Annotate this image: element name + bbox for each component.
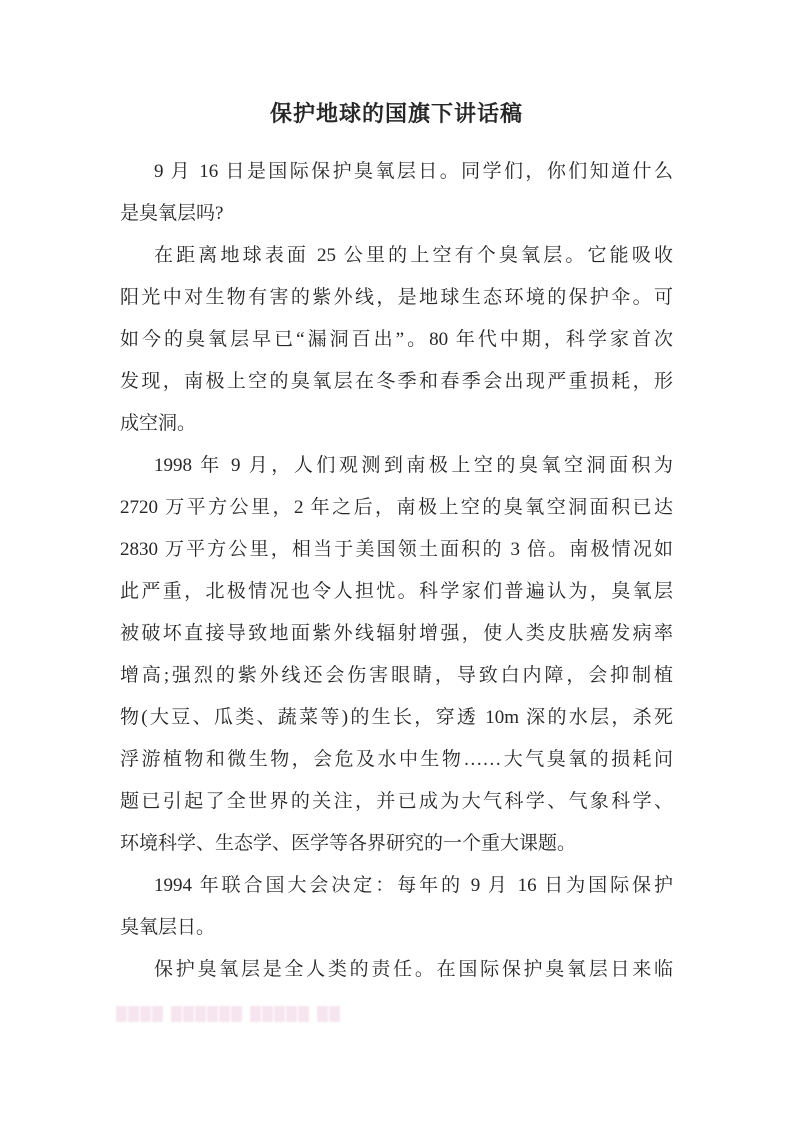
text-line: 浮游植物和微生物，会危及水中生物……大气臭氧的损耗问 [120, 749, 673, 770]
document-title: 保护地球的国旗下讲话稿 [269, 101, 523, 126]
watermark-segment [116, 1006, 164, 1022]
watermark-segment [250, 1006, 310, 1022]
text-line: 2720 万平方公里，2 年之后，南极上空的臭氧空洞面积已达 [120, 497, 673, 518]
text-line: 物(大豆、瓜类、蔬菜等)的生长，穿透 10m 深的水层，杀死 [120, 707, 673, 728]
watermark-glyph [116, 1006, 127, 1022]
watermark-glyph [274, 1006, 285, 1022]
text-line: 在距离地球表面 25 公里的上空有个臭氧层。它能吸收 [154, 245, 673, 266]
paragraph [120, 235, 673, 445]
text-line: 题已引起了全世界的关注，并已成为大气科学、气象科学、 [120, 791, 673, 812]
watermark-glyph [329, 1006, 340, 1022]
document-body [120, 151, 673, 991]
text-line: 发现，南极上空的臭氧层在冬季和春季会出现严重损耗，形 [120, 371, 673, 392]
watermark-glyph [128, 1006, 139, 1022]
text-line: 是臭氧层吗? [120, 203, 224, 224]
text-line: 臭氧层日。 [120, 917, 216, 938]
watermark-glyph [262, 1006, 273, 1022]
watermark-glyph [231, 1006, 242, 1022]
watermark-glyph [152, 1006, 163, 1022]
watermark [116, 1005, 348, 1023]
watermark-segment [171, 1006, 243, 1022]
text-line: 阳光中对生物有害的紫外线，是地球生态环境的保护伞。可 [120, 287, 673, 308]
text-line: 成空洞。 [120, 413, 197, 434]
text-line: 被破坏直接导致地面紫外线辐射增强，使人类皮肤癌发病率 [120, 623, 673, 644]
text-line: 1994 年联合国大会决定：每年的 9 月 16 日为国际保护 [154, 875, 673, 896]
watermark-glyph [195, 1006, 206, 1022]
paragraph [120, 865, 673, 949]
watermark-glyph [140, 1006, 151, 1022]
watermark-glyph [317, 1006, 328, 1022]
text-line: 环境科学、生态学、医学等各界研究的一个重大课题。 [120, 833, 577, 854]
watermark-glyph [183, 1006, 194, 1022]
text-line: 此严重，北极情况也令人担忧。科学家们普遍认为，臭氧层 [120, 581, 673, 602]
text-line: 1998 年 9 月，人们观测到南极上空的臭氧空洞面积为 [154, 455, 673, 476]
paragraph [120, 949, 673, 991]
watermark-segment [317, 1006, 341, 1022]
watermark-glyph [250, 1006, 261, 1022]
watermark-glyph [207, 1006, 218, 1022]
text-line: 2830 万平方公里，相当于美国领土面积的 3 倍。南极情况如 [120, 539, 673, 560]
paragraph [120, 151, 673, 235]
watermark-glyph [286, 1006, 297, 1022]
paragraph [120, 445, 673, 865]
watermark-glyph [298, 1006, 309, 1022]
text-line: 如今的臭氧层早已“漏洞百出”。80 年代中期，科学家首次 [120, 329, 673, 350]
text-line: 9 月 16 日是国际保护臭氧层日。同学们，你们知道什么 [154, 161, 673, 182]
text-line: 保护臭氧层是全人类的责任。在国际保护臭氧层日来临 [154, 959, 673, 980]
watermark-glyph [219, 1006, 230, 1022]
watermark-glyph [171, 1006, 182, 1022]
text-line: 增高;强烈的紫外线还会伤害眼睛，导致白内障，会抑制植 [120, 665, 673, 686]
